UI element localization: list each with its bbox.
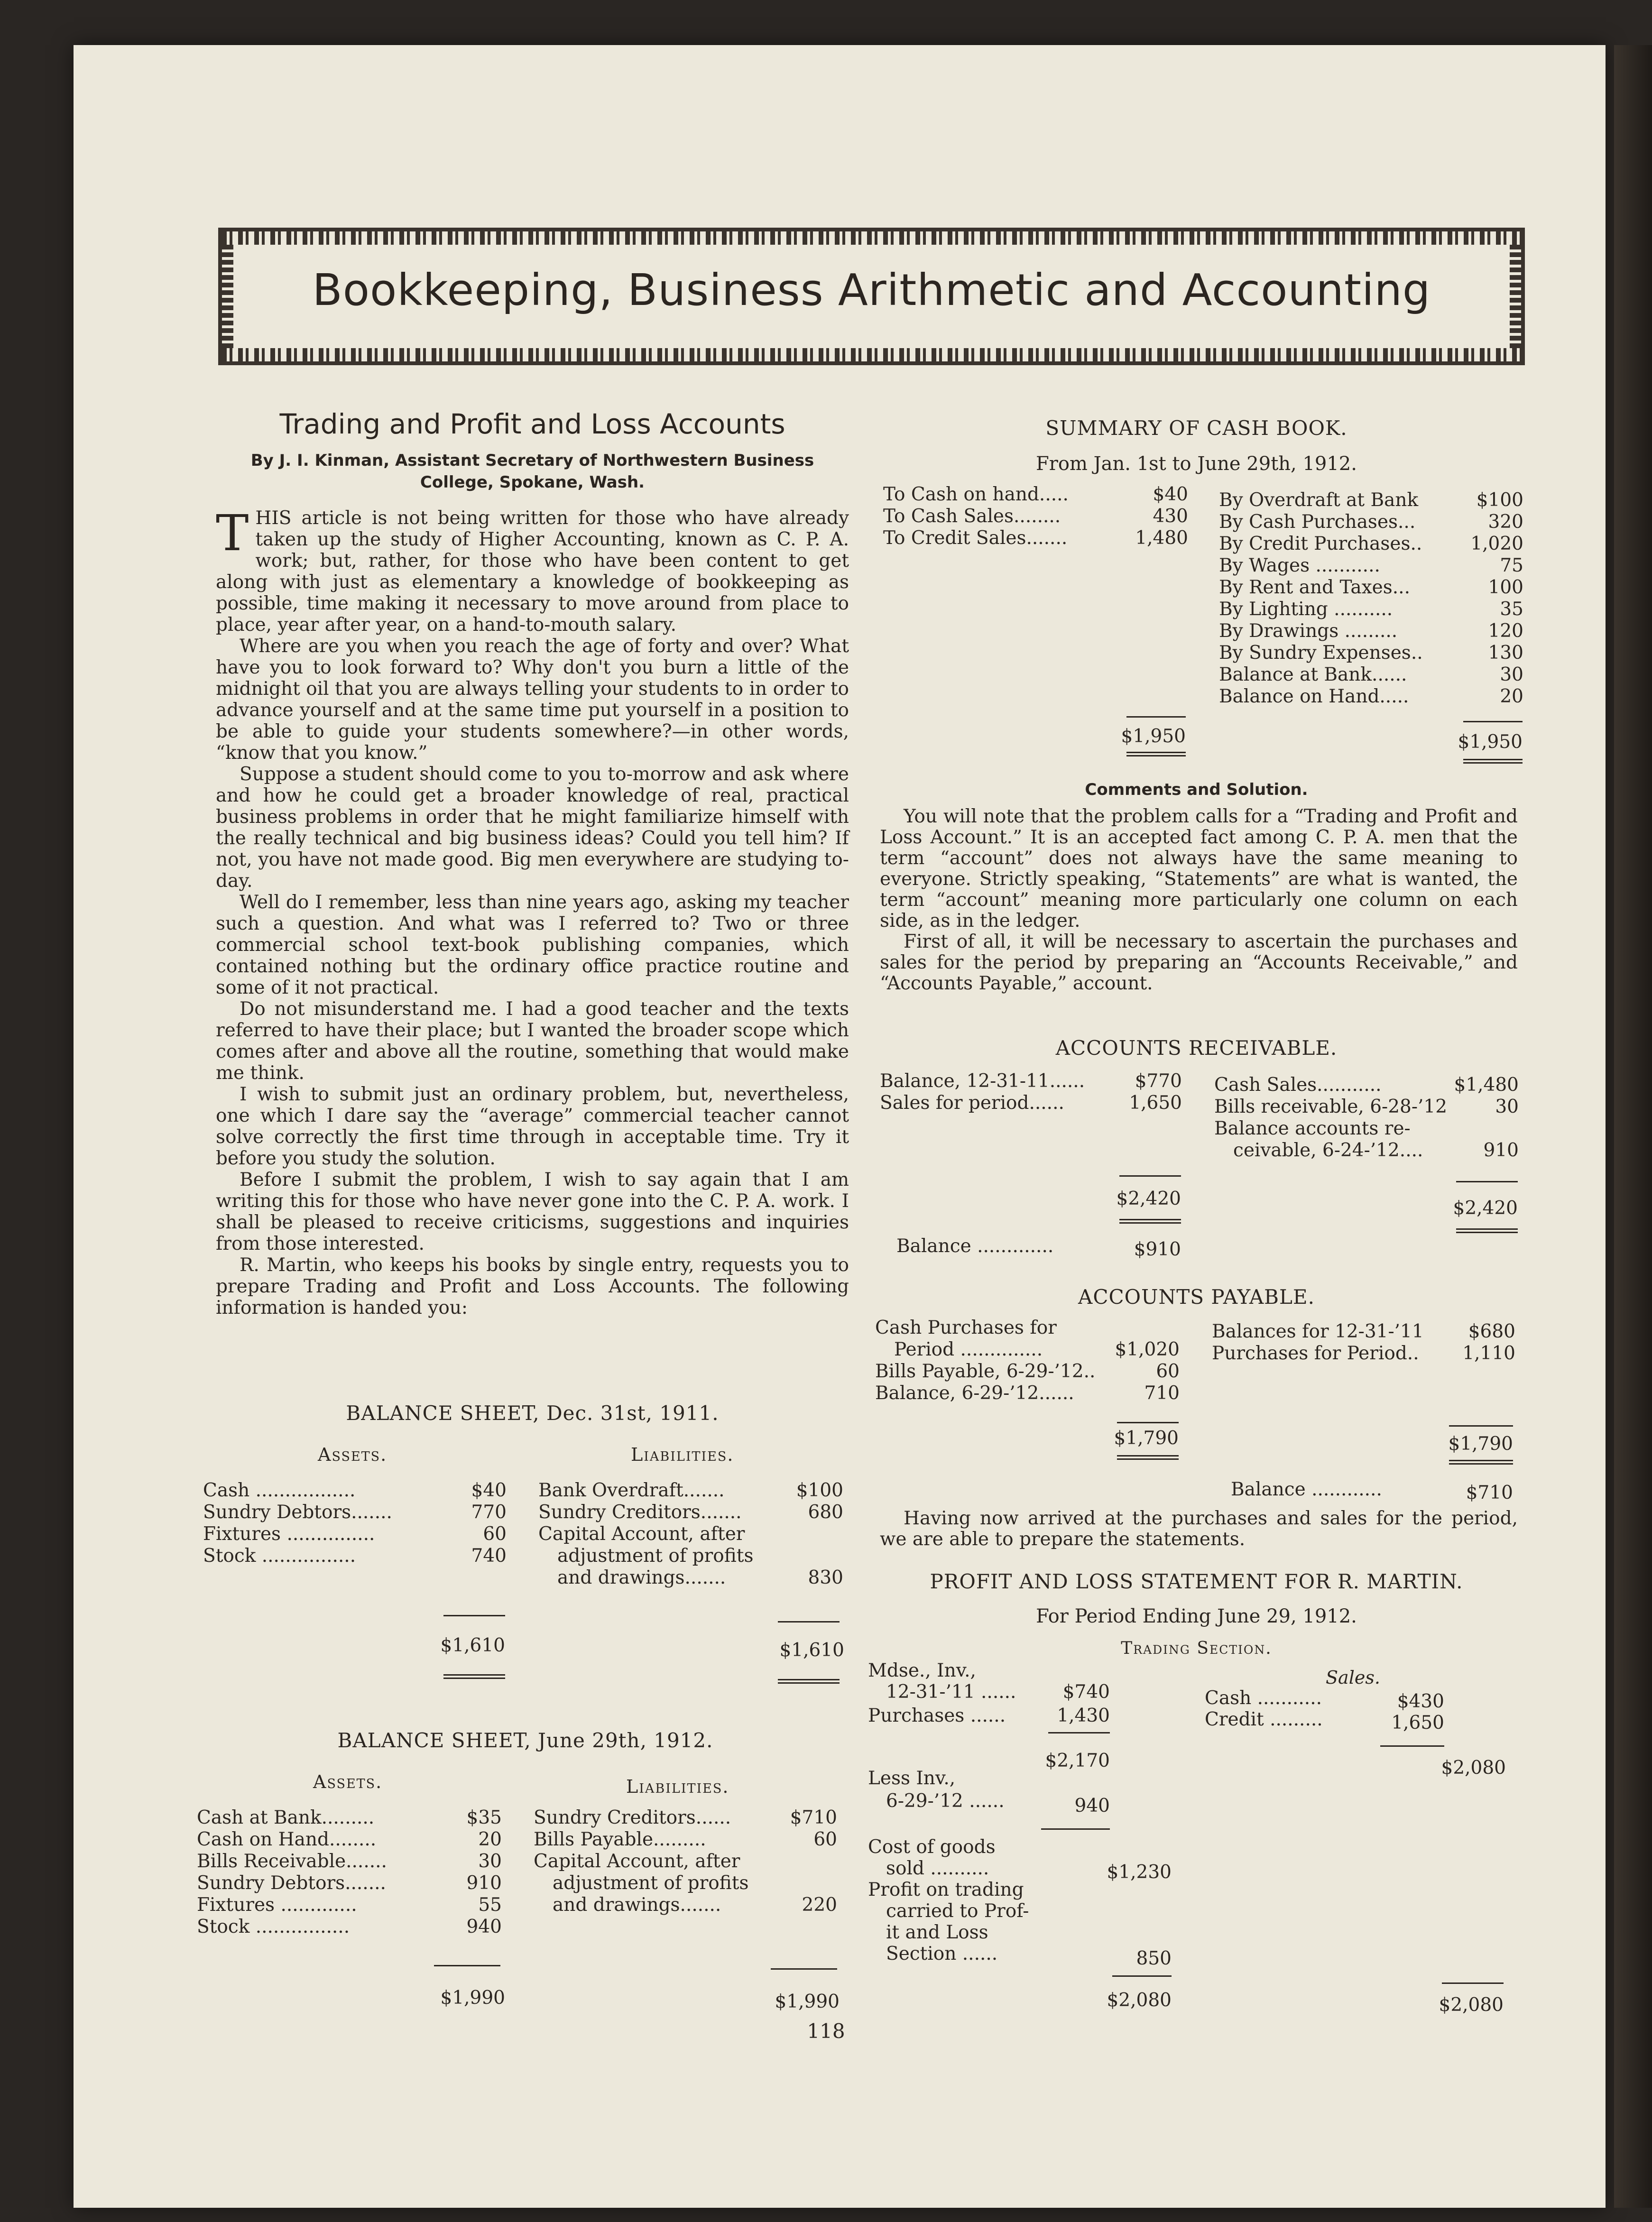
bs1911-assets-label: Stock ................: [203, 1545, 356, 1567]
pl-cash-sales-label: Cash ...........: [1205, 1687, 1322, 1709]
cb-credits-value: 320: [1488, 511, 1523, 533]
ap-right-value: $680: [1468, 1321, 1515, 1342]
ap-left-label: Period ..............: [894, 1339, 1043, 1360]
banner-border-bottom: [222, 348, 1521, 361]
ap-left-label: Cash Purchases for: [875, 1317, 1057, 1338]
ar-left-total: $2,420: [1116, 1188, 1181, 1209]
ap-left-value: 710: [1144, 1383, 1180, 1404]
ar-right-value: $1,480: [1454, 1074, 1519, 1096]
ap-right-label: Balances for 12-31-’11: [1212, 1321, 1424, 1342]
article-column: [216, 394, 849, 1318]
bs1911-liab-label: Capital Account, after: [538, 1523, 745, 1545]
cb-credits-value: 100: [1488, 577, 1523, 598]
bs1912-assets-label: Sundry Debtors.......: [197, 1872, 386, 1894]
bs1911-assets-value: 740: [471, 1545, 507, 1567]
bs1911-assets-heading: Assets.: [318, 1444, 388, 1465]
ar-right-total: $2,420: [1453, 1198, 1518, 1219]
cb-credits-label: By Lighting ..........: [1219, 599, 1393, 620]
balance-sheet-1912-title: BALANCE SHEET, June 29th, 1912.: [337, 1729, 713, 1752]
pl-profit-line-3: it and Loss: [886, 1922, 988, 1943]
bs1912-liab-label: adjustment of profits: [553, 1872, 749, 1894]
bs1912-assets-value: $35: [466, 1807, 502, 1828]
cash-book-right-rule: [1463, 721, 1523, 722]
having-paragraph-wrap: [880, 1508, 1518, 1550]
ar-right-value: 30: [1495, 1096, 1519, 1117]
bs1912-liab-value: 220: [802, 1894, 837, 1916]
cb-credits-value: 20: [1500, 686, 1523, 707]
cb-credits-value: 120: [1488, 620, 1523, 642]
ar-right-label: Cash Sales...........: [1214, 1074, 1382, 1096]
ap-left-label: Bills Payable, 6-29-’12..: [875, 1361, 1096, 1382]
ap-left-value: $1,020: [1115, 1339, 1180, 1360]
article-paragraph-3: Suppose a student should come to you to-morrow and ask where and how he could get a broader knowledge of real, practical business problems in order that he might familiarize himself with the really technical and big business ideas? Could you tell him? If not, you have not made good. Big men everywhere are studying to-day.: [216, 764, 849, 892]
cash-book-right-total: $1,950: [1458, 731, 1523, 753]
cb-credits-label: By Sundry Expenses..: [1219, 642, 1423, 664]
pl-mdse-line-2: 12-31-’11 ......: [886, 1681, 1016, 1703]
cb-credits-label: By Credit Purchases..: [1219, 533, 1422, 554]
bs1912-liab-value: $710: [790, 1807, 837, 1828]
pl-sales-total: $2,080: [1441, 1757, 1506, 1779]
pl-statement-title: PROFIT AND LOSS STATEMENT FOR R. MARTIN.: [930, 1570, 1463, 1593]
bs1912-assets-heading: Assets.: [313, 1771, 383, 1792]
bs1912-liab-label: Capital Account, after: [534, 1851, 740, 1872]
ar-left-double-rule: [1119, 1219, 1181, 1224]
bs1912-liab-label: and drawings.......: [553, 1894, 721, 1916]
cb-debits-value: 1,480: [1135, 527, 1188, 549]
comments-body: [880, 806, 1518, 994]
pl-sub-rule: [1048, 1732, 1110, 1733]
bs1911-assets-value: 60: [483, 1523, 507, 1545]
pl-profit-line-4: Section ......: [886, 1943, 998, 1964]
bs1912-assets-label: Stock ................: [197, 1916, 350, 1937]
cash-book-left-total: $1,950: [1121, 726, 1186, 747]
comments-paragraph-2: First of all, it will be necessary to ascertain the purchases and sales for the period by preparing an “Accounts Receivable,” and “Accounts Payable,” account.: [880, 931, 1518, 994]
bs1911-liab-value: $100: [796, 1480, 843, 1501]
bs1912-assets-value: 55: [478, 1894, 502, 1916]
cb-credits-value: 130: [1488, 642, 1523, 664]
cb-credits-label: By Rent and Taxes...: [1219, 577, 1410, 598]
bs1912-assets-label: Cash at Bank.........: [197, 1807, 375, 1828]
pl-cost-line-1: Cost of goods: [868, 1836, 996, 1858]
pl-right-total-rule: [1442, 1982, 1504, 1984]
bs1911-liab-label: adjustment of profits: [557, 1545, 754, 1567]
accounts-receivable-title: ACCOUNTS RECEIVABLE.: [1055, 1036, 1338, 1060]
bs1911-assets-value: 770: [471, 1502, 507, 1523]
ap-right-total: $1,790: [1448, 1433, 1513, 1455]
ar-right-rule: [1456, 1181, 1518, 1182]
bs1912-assets-value: 910: [466, 1872, 502, 1894]
accounts-payable-title: ACCOUNTS PAYABLE.: [1078, 1285, 1315, 1309]
pl-less-inv-line-1: Less Inv.,: [868, 1768, 956, 1789]
bs1911-assets-label: Fixtures ...............: [203, 1523, 375, 1545]
cash-book-title: SUMMARY OF CASH BOOK.: [1045, 416, 1347, 440]
pl-cost-value: $1,230: [1107, 1862, 1172, 1883]
pl-credit-sales-label: Credit .........: [1205, 1709, 1323, 1730]
ap-left-total: $1,790: [1114, 1428, 1179, 1449]
cb-credits-value: 35: [1500, 599, 1523, 620]
cb-credits-label: Balance at Bank......: [1219, 664, 1407, 685]
bs1912-assets-value: 20: [478, 1829, 502, 1850]
pl-trading-section-heading: Trading Section.: [1121, 1639, 1272, 1658]
bs1911-liab-value: 680: [808, 1502, 843, 1523]
pl-profit-line-2: carried to Prof-: [886, 1900, 1029, 1922]
having-paragraph: Having now arrived at the purchases and sales for the period, we are able to prepare the statements.: [880, 1508, 1518, 1550]
article-paragraph-1: THIS article is not being written for those who have already taken up the study of Higher Accounting, known as C. P. A. work; but, rather, for those who have been content to get along with just as elementary a knowledge of bookkeeping as possible, time making it necessary to move around from place to place, year after year, on a hand-to-mouth salary.: [216, 504, 849, 636]
cb-credits-label: Balance on Hand.....: [1219, 686, 1409, 707]
bs1911-assets-label: Cash .................: [203, 1480, 356, 1501]
pl-credit-sales-value: 1,650: [1391, 1712, 1444, 1733]
bs1912-assets-value: 940: [466, 1916, 502, 1937]
bs1911-liab-double-rule: [778, 1679, 840, 1684]
pl-right-total: $2,080: [1439, 1994, 1504, 2016]
bs1912-assets-label: Cash on Hand........: [197, 1829, 377, 1850]
ap-right-label: Purchases for Period..: [1212, 1343, 1419, 1364]
cb-credits-value: 75: [1500, 555, 1523, 576]
cb-credits-label: By Drawings .........: [1219, 620, 1398, 642]
article-byline: By J. I. Kinman, Assistant Secretary of Northwestern Business College, Spokane, Wash.: [250, 451, 814, 492]
bs1911-liab-rule: [778, 1621, 840, 1623]
bs1912-liab-total: $1,990: [775, 1991, 840, 2012]
ar-right-value: 910: [1483, 1140, 1519, 1161]
ap-left-double-rule: [1117, 1455, 1179, 1460]
cb-credits-label: By Wages ...........: [1219, 555, 1380, 576]
comments-heading: Comments and Solution.: [1085, 780, 1308, 799]
bs1911-liab-value: 830: [808, 1567, 843, 1588]
pl-statement-subtitle: For Period Ending June 29, 1912.: [1036, 1605, 1357, 1627]
cb-debits-label: To Cash on hand.....: [883, 484, 1069, 505]
pl-mdse-value: $740: [1062, 1681, 1110, 1703]
bs1912-assets-label: Bills Receivable.......: [197, 1851, 387, 1872]
cash-book-subtitle: From Jan. 1st to June 29th, 1912.: [1036, 453, 1357, 475]
cb-debits-value: $40: [1153, 484, 1188, 505]
cash-book-left-double-rule: [1126, 752, 1186, 756]
ar-right-label: Balance accounts re-: [1214, 1118, 1411, 1139]
pl-purchases-value: 1,430: [1057, 1705, 1110, 1726]
article-paragraph-5: Do not misunderstand me. I had a good teacher and the texts referred to have their place; but I wanted the broader scope which comes after and above all the routine, something that would make me think.: [216, 998, 849, 1084]
ap-right-rule: [1449, 1425, 1513, 1427]
bs1912-liab-value: 60: [813, 1829, 837, 1850]
cb-debits-value: 430: [1153, 506, 1188, 527]
cb-credits-label: By Overdraft at Bank: [1219, 489, 1419, 511]
ar-left-value: $770: [1135, 1070, 1182, 1092]
article-paragraph-4: Well do I remember, less than nine years ago, asking my teacher such a question. And what was I referred to? Two or three commercial school text-book publishing companies, which contained nothing but the ordinary office practice routine and some of it not practical.: [216, 892, 849, 998]
bs1912-assets-value: 30: [478, 1851, 502, 1872]
article-title: Trading and Profit and Loss Accounts: [279, 408, 785, 440]
bs1911-assets-total: $1,610: [440, 1635, 505, 1656]
ap-right-double-rule: [1449, 1460, 1513, 1465]
pl-sales-heading: Sales.: [1326, 1667, 1380, 1688]
balance-sheet-1911-title: BALANCE SHEET, Dec. 31st, 1911.: [346, 1401, 719, 1425]
pl-less-inv-value: 940: [1074, 1795, 1110, 1816]
binding-edge: [1614, 45, 1652, 2208]
article-paragraph-2: Where are you when you reach the age of forty and over? What have you to look forward to? Why don't you burn a little of the midnight oil that you are always telling your students to in order to advance yourself and at the same time put yourself in a position to be able to guide your students somewhere?—in other words, “know that you know.”: [216, 636, 849, 764]
comments-paragraph-1: You will note that the problem calls for a “Trading and Profit and Loss Account.” It is an accepted fact among C. P. A. men that the term “account” does not always have the same meaning to everyone. Strictly speaking, “Statements” are what is wanted, the term “account” meaning more particularly one column on each side, as in the ledger.: [880, 806, 1518, 931]
bs1912-liab-rule: [771, 1968, 837, 1970]
cb-credits-label: By Cash Purchases...: [1219, 511, 1416, 533]
pl-sales-rule: [1380, 1745, 1444, 1747]
bs1911-liab-total: $1,610: [779, 1640, 844, 1661]
bs1911-assets-value: $40: [471, 1480, 507, 1501]
bs1912-liab-label: Sundry Creditors......: [534, 1807, 731, 1828]
pl-cash-sales-value: $430: [1397, 1691, 1444, 1712]
cb-debits-label: To Cash Sales........: [883, 506, 1061, 527]
banner-border-top: [222, 231, 1521, 245]
ar-balance-label: Balance .............: [896, 1235, 1054, 1257]
cash-book-left-rule: [1126, 716, 1186, 718]
bs1911-assets-double-rule: [443, 1674, 505, 1679]
pl-profit-value: 850: [1136, 1948, 1172, 1969]
bs1912-assets-rule: [434, 1965, 500, 1966]
ar-right-label: ceivable, 6-24-’12....: [1233, 1140, 1423, 1161]
bs1911-liabilities-heading: Liabilities.: [631, 1444, 734, 1465]
ap-left-value: 60: [1156, 1361, 1180, 1382]
pl-left-total-rule: [1112, 1975, 1172, 1977]
pl-cost-rule: [1041, 1828, 1110, 1830]
ap-balance-value: $710: [1466, 1482, 1513, 1503]
bs1911-liab-label: Sundry Creditors.......: [538, 1502, 742, 1523]
ap-left-label: Balance, 6-29-’12......: [875, 1383, 1074, 1404]
banner-title: Bookkeeping, Business Arithmetic and Accounting: [312, 265, 1431, 315]
ar-left-rule: [1119, 1175, 1181, 1177]
ap-left-rule: [1117, 1422, 1179, 1423]
ar-balance-value: $910: [1134, 1239, 1181, 1260]
bs1912-liabilities-heading: Liabilities.: [626, 1776, 729, 1797]
pl-cost-line-2: sold ..........: [886, 1858, 989, 1879]
ar-left-value: 1,650: [1129, 1092, 1182, 1114]
bs1911-liab-label: and drawings.......: [557, 1567, 726, 1588]
cb-credits-value: $100: [1476, 489, 1523, 511]
ap-right-value: 1,110: [1462, 1343, 1515, 1364]
bs1911-liab-label: Bank Overdraft.......: [538, 1480, 725, 1501]
article-paragraph-8: R. Martin, who keeps his books by single entry, requests you to prepare Trading and Profit and Loss Accounts. The following information is handed you:: [216, 1254, 849, 1318]
bs1912-assets-label: Fixtures .............: [197, 1894, 357, 1916]
page-number: 118: [807, 2019, 845, 2043]
pl-subtotal: $2,170: [1045, 1750, 1110, 1771]
bs1911-assets-rule: [443, 1615, 505, 1616]
pl-mdse-line-1: Mdse., Inv.,: [868, 1660, 976, 1681]
article-paragraph-7: Before I submit the problem, I wish to say again that I am writing this for those who have never gone into the C. P. A. work. I shall be pleased to receive criticisms, suggestions and inquiries from those interested.: [216, 1169, 849, 1254]
pl-purchases-label: Purchases ......: [868, 1705, 1006, 1726]
ar-right-label: Bills receivable, 6-28-’12: [1214, 1096, 1448, 1117]
bs1912-liab-label: Bills Payable.........: [534, 1829, 706, 1850]
bs1911-assets-label: Sundry Debtors.......: [203, 1502, 392, 1523]
drop-cap: T: [216, 504, 249, 562]
ar-right-double-rule: [1456, 1228, 1518, 1233]
cb-debits-label: To Credit Sales.......: [883, 527, 1068, 549]
pl-less-inv-line-2: 6-29-’12 ......: [886, 1790, 1005, 1812]
cb-credits-value: 1,020: [1470, 533, 1523, 554]
ar-left-label: Balance, 12-31-11......: [880, 1070, 1085, 1092]
article-paragraph-6: I wish to submit just an ordinary problem, but, nevertheless, one which I dare say the “average” commercial teacher cannot solve correctly the first time through in acceptable time. Try it before you study the solution.: [216, 1084, 849, 1169]
ap-balance-label: Balance ............: [1231, 1479, 1382, 1500]
cb-credits-value: 30: [1500, 664, 1523, 685]
section-banner: [218, 228, 1525, 365]
bs1912-assets-total: $1,990: [440, 1987, 505, 2009]
cash-book-right-double-rule: [1463, 759, 1523, 764]
ar-left-label: Sales for period......: [880, 1092, 1064, 1114]
pl-profit-line-1: Profit on trading: [868, 1879, 1024, 1900]
pl-left-total: $2,080: [1107, 1990, 1172, 2011]
